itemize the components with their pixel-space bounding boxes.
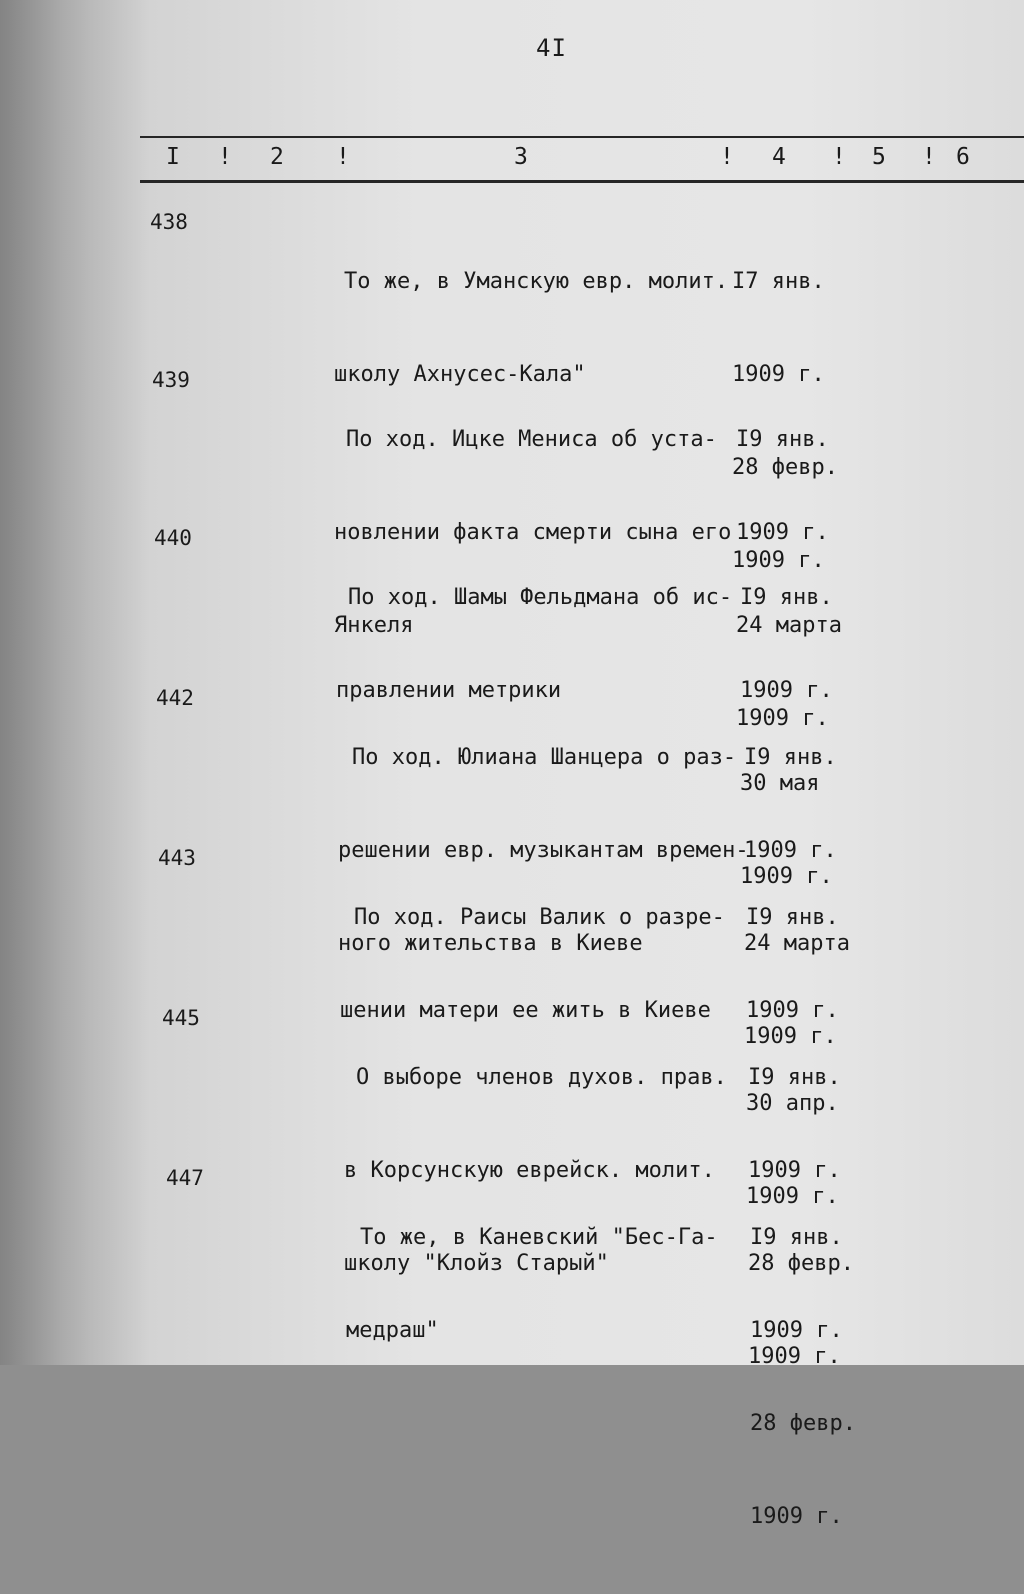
date-line: 30 мая: [740, 771, 820, 796]
column-separator: !: [720, 144, 734, 170]
column-separator: !: [336, 144, 350, 170]
column-separator: !: [832, 144, 846, 170]
description-line: медраш": [346, 1318, 439, 1343]
description-line: шении матери ее жить в Киеве: [340, 998, 711, 1023]
date-line: 28 февр.: [732, 455, 838, 480]
description-line: То же, в Уманскую евр. молит.: [344, 269, 729, 294]
date-line: I9 янв.: [748, 1065, 841, 1090]
header-rule-top: [140, 136, 1024, 138]
row-number: 442: [156, 686, 194, 710]
date-line: 1909 г.: [748, 1158, 841, 1183]
description-line: ного жительства в Киеве: [338, 931, 643, 956]
description-line: По ход. Раисы Валик о разре-: [354, 905, 725, 930]
date-line: 1909 г.: [744, 838, 837, 863]
description-line: По ход. Юлиана Шанцера о раз-: [352, 745, 737, 770]
description-line: О выборе членов духов. прав.: [356, 1065, 727, 1090]
description-line: То же, в Каневский "Бес-Га-: [360, 1225, 718, 1250]
description-line: По ход. Ицке Мениса об уста-: [346, 427, 717, 452]
date-line: 24 марта: [744, 931, 850, 956]
date-line: 24 марта: [736, 613, 842, 638]
date-line: 28 февр.: [750, 1411, 856, 1436]
description-line: в Корсунскую еврейск. молит.: [344, 1158, 715, 1183]
column-separator: !: [922, 144, 936, 170]
column-separator: !: [218, 144, 232, 170]
table-row: [0, 1160, 1024, 1529]
row-number: 438: [150, 210, 188, 234]
date-line: I9 янв.: [736, 427, 829, 452]
description-line: новлении факта смерти сына его: [334, 520, 732, 545]
description-line: Янкеля: [334, 613, 414, 638]
header-rule-bottom: [140, 180, 1024, 183]
description-line: школу Ахнусес-Кала": [334, 362, 586, 387]
date-line: 1909 г.: [740, 864, 833, 889]
column-header-4: 4: [772, 144, 786, 170]
description-line: школу "Клойз Старый": [344, 1251, 609, 1276]
column-header-1: I: [166, 144, 180, 170]
date-line: 1909 г.: [744, 1024, 837, 1049]
column-header-5: 5: [872, 144, 886, 170]
date-line: 1909 г.: [748, 1344, 841, 1369]
column-header-6: 6: [956, 144, 970, 170]
date-line: 1909 г.: [732, 362, 825, 387]
column-header-2: 2: [270, 144, 284, 170]
date-line: I9 янв.: [740, 585, 833, 610]
row-dates: [750, 1160, 856, 1594]
description-line: правлении метрики: [336, 678, 562, 703]
date-line: 1909 г.: [736, 706, 829, 731]
date-line: 1909 г.: [746, 1184, 839, 1209]
row-number: 439: [152, 368, 190, 392]
date-line: 1909 г.: [750, 1504, 843, 1529]
description-line: По ход. Шамы Фельдмана об ис-: [348, 585, 733, 610]
date-line: 1909 г.: [746, 998, 839, 1023]
date-line: 30 апр.: [746, 1091, 839, 1116]
date-line: I9 янв.: [750, 1225, 843, 1250]
date-line: I9 янв.: [744, 745, 837, 770]
row-number: 443: [158, 846, 196, 870]
page-number: 4I: [536, 34, 567, 62]
date-line: 1909 г.: [740, 678, 833, 703]
date-line: 1909 г.: [750, 1318, 843, 1343]
row-number: 445: [162, 1006, 200, 1030]
row-description: [346, 1160, 718, 1408]
date-line: I9 янв.: [746, 905, 839, 930]
column-header-3: 3: [514, 144, 528, 170]
date-line: 1909 г.: [732, 548, 825, 573]
date-line: 28 февр.: [748, 1251, 854, 1276]
row-number: 440: [154, 526, 192, 550]
description-line: решении евр. музыкантам времен-: [338, 838, 749, 863]
date-line: I7 янв.: [732, 269, 825, 294]
row-number: 447: [166, 1166, 204, 1190]
date-line: 1909 г.: [736, 520, 829, 545]
